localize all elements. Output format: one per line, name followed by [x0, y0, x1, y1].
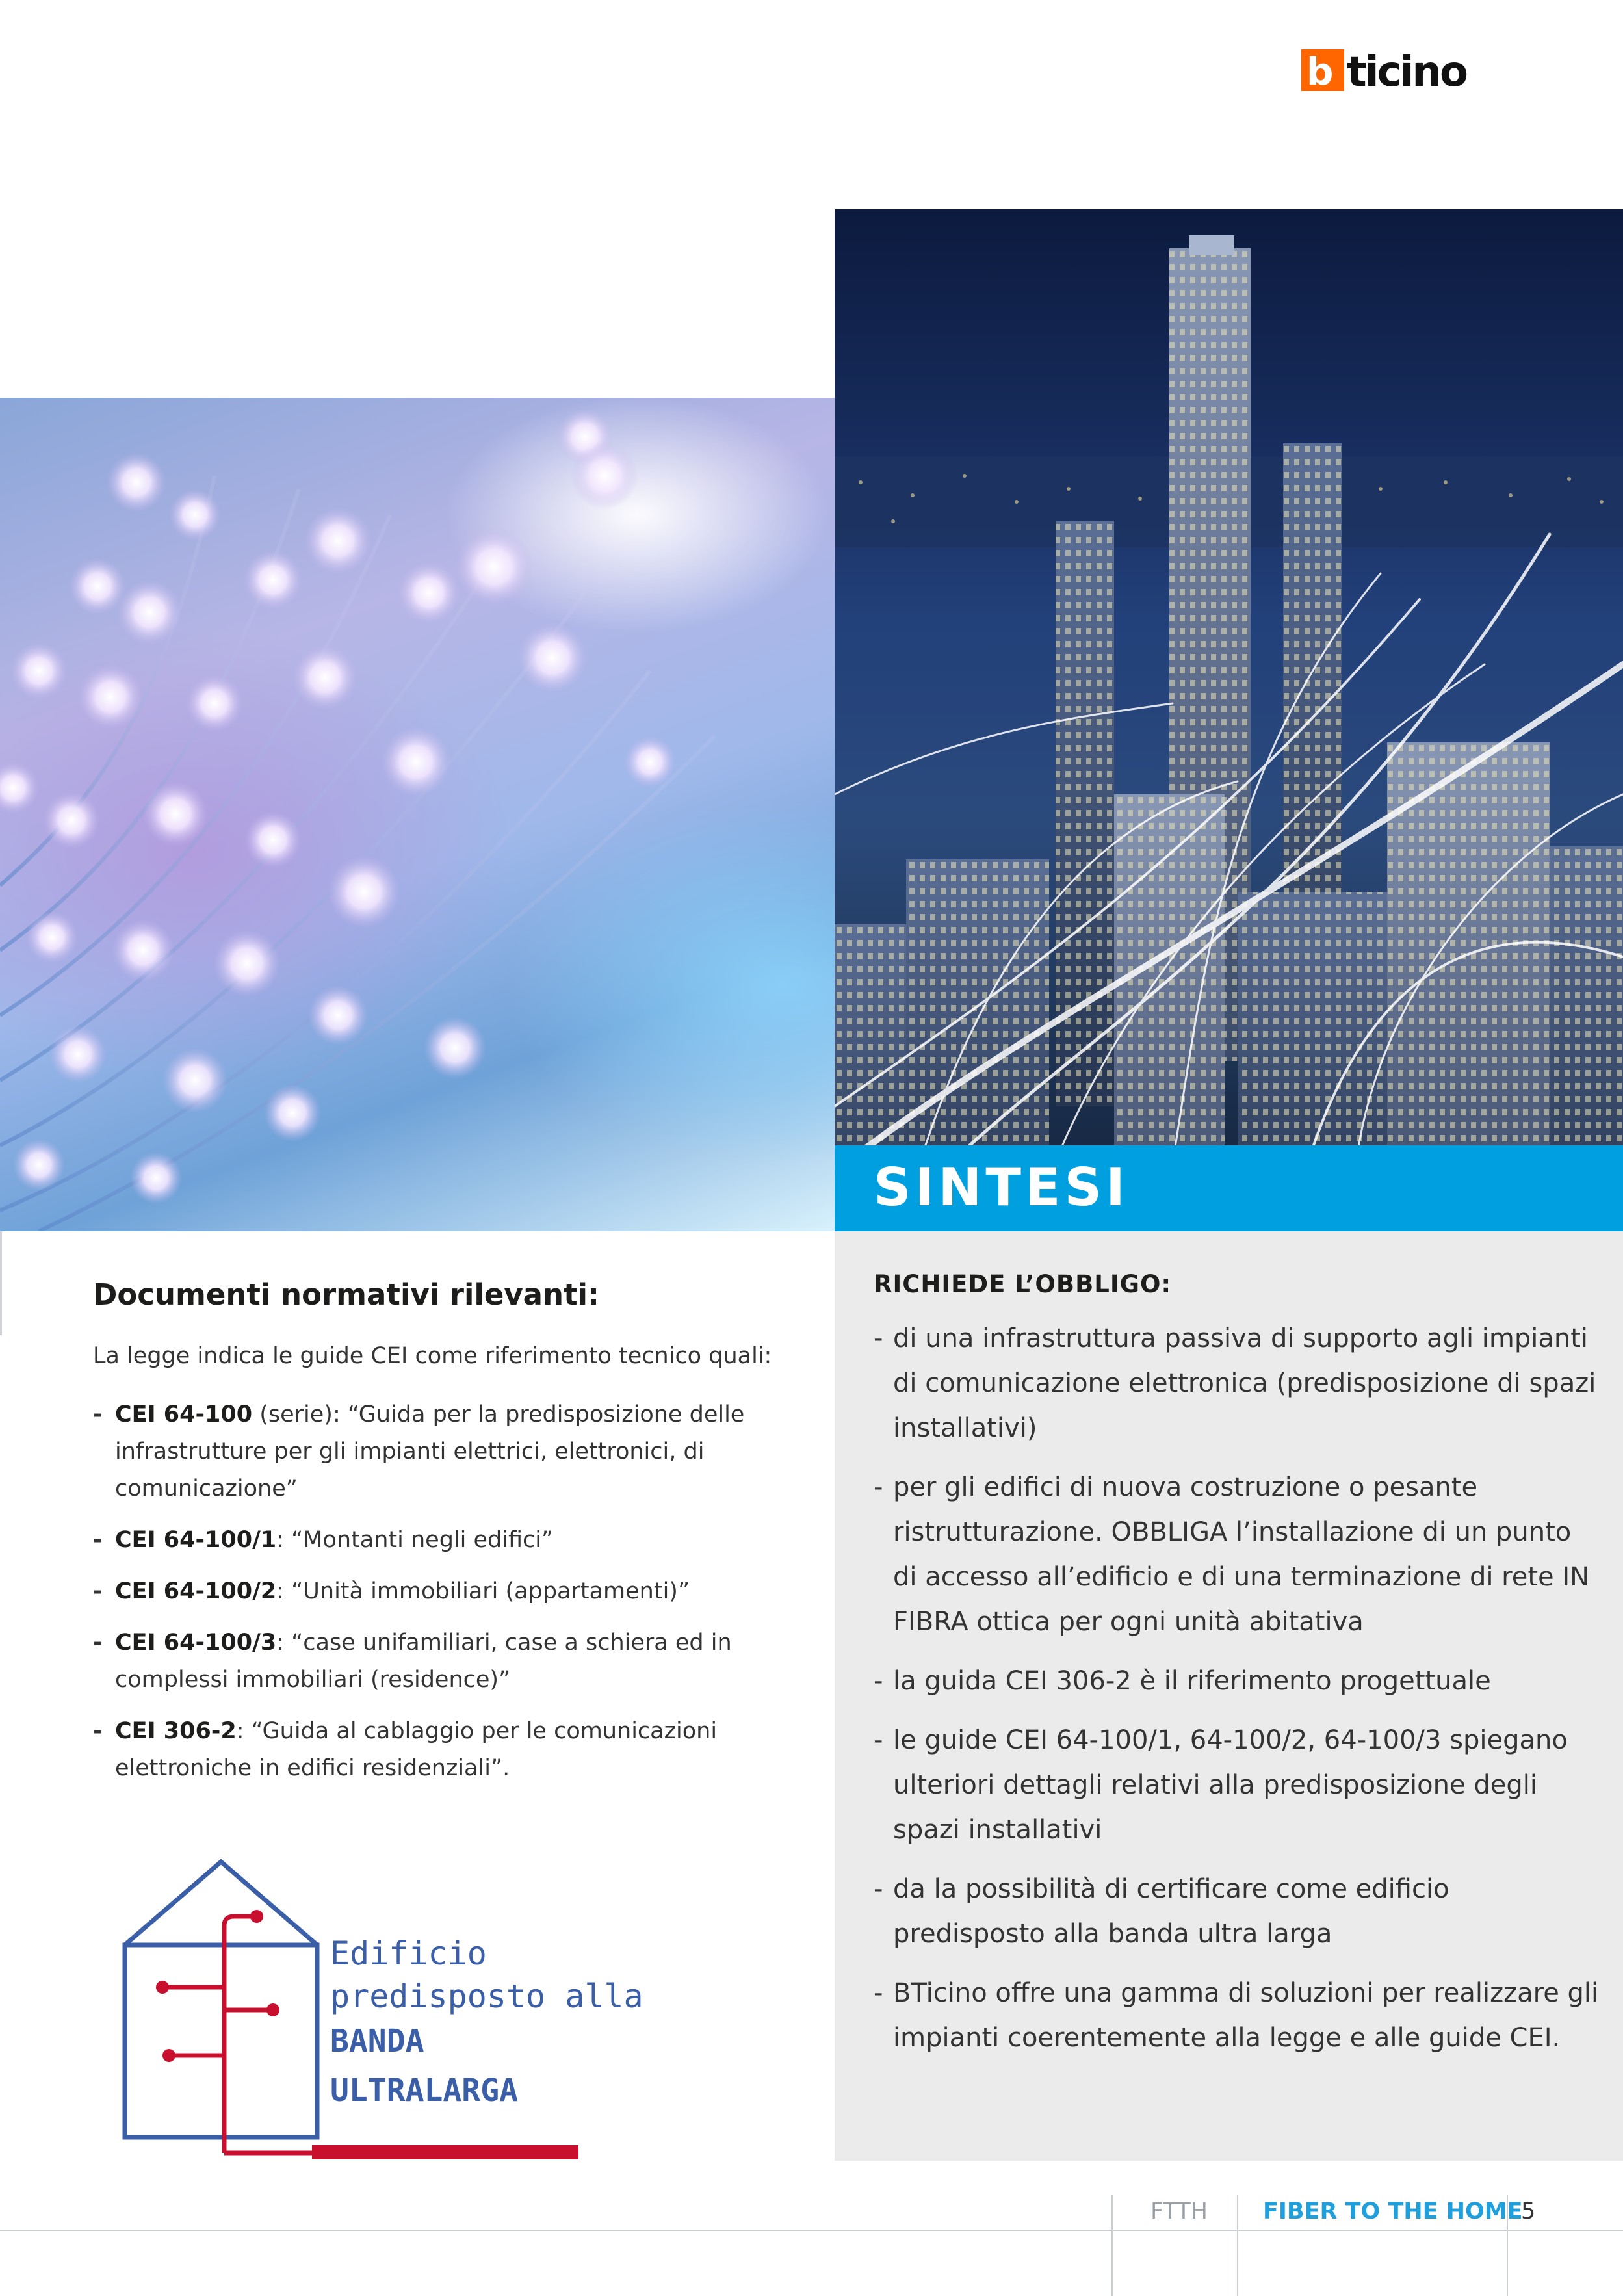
obligation-text: di una infrastruttura passiva di supporto agli impianti di comunicazione elettronica (predisposizione di spazi installativi) [893, 1324, 1596, 1443]
obligation-list [874, 1316, 1602, 2061]
list-item: - le guide CEI 64-100/1, 64-100/2, 64-100/3 spiegano ulteriori dettagli relativi alla predisposizione degli spazi installativi [874, 1725, 1568, 1845]
bticino-logo [1301, 46, 1511, 95]
page-number: 5 [1521, 2198, 1536, 2224]
doc-text: : “Guida al cablaggio per le comunicazioni elettroniche in edifici residenziali”. [115, 1718, 718, 1781]
sintesi-banner [835, 1145, 1623, 1231]
list-item: - CEI 64-100/2: “Unità immobiliari (appartamenti)” [93, 1578, 690, 1604]
sintesi-title: SINTESI [874, 1157, 1129, 1218]
obligation-text: da la possibilità di certificare come edificio predisposto alla banda ultra larga [893, 1874, 1449, 1949]
banda-ultralarga-badge [117, 1854, 689, 2166]
list-item: - CEI 64-100 (serie): “Guida per la predisposizione delle infrastrutture per gli impianti elettrici, elettronici, di comunicazione” [93, 1402, 745, 1502]
obligation-text: le guide CEI 64-100/1, 64-100/2, 64-100/3 spiegano ulteriori dettagli relativi alla predisposizione degli spazi installativi [893, 1725, 1568, 1845]
doc-code: CEI 306-2 [115, 1718, 237, 1744]
fiber-optic-photo [0, 398, 835, 1231]
svg-text:b: b [1306, 49, 1334, 94]
list-item: - per gli edifici di nuova costruzione o pesante ristrutturazione. OBBLIGA l’installazione di un punto di accesso all’edificio e di una terminazione di rete IN FIBRA ottica per ogni unità abitativa [874, 1472, 1590, 1637]
footer-fiber-to-the-home: FIBER TO THE HOME [1263, 2198, 1523, 2224]
doc-code: CEI 64-100/2 [115, 1578, 277, 1604]
obligation-text: BTicino offre una gamma di soluzioni per realizzare gli impianti coerentemente alla legge e alle guide CEI. [893, 1978, 1599, 2053]
documents-intro: La legge indica le guide CEI come riferimento tecnico quali: [93, 1343, 772, 1369]
smart-city-photo [835, 209, 1623, 1231]
doc-code: CEI 64-100/3 [115, 1630, 277, 1656]
documents-list [93, 1396, 814, 1787]
footer-rule [0, 2230, 1623, 2231]
badge-line-4: ULTRALARGA [330, 2072, 518, 2109]
badge-line-2: predisposto alla [330, 1977, 643, 2015]
sintesi-panel [835, 1231, 1623, 2161]
list-item: - la guida CEI 306-2 è il riferimento progettuale [874, 1666, 1491, 1696]
svg-text:ticino: ticino [1347, 48, 1466, 95]
list-item: - da la possibilità di certificare come edificio predisposto alla banda ultra larga [874, 1874, 1449, 1949]
documents-title: Documenti normativi rilevanti: [93, 1277, 600, 1312]
list-item: - BTicino offre una gamma di soluzioni per realizzare gli impianti coerentemente alla legge e alle guide CEI. [874, 1978, 1599, 2053]
doc-text: : “Unità immobiliari (appartamenti)” [276, 1578, 690, 1604]
doc-code: CEI 64-100 [115, 1402, 253, 1428]
obligation-heading: RICHIEDE L’OBBLIGO: [874, 1270, 1172, 1298]
obligation-text: la guida CEI 306-2 è il riferimento progettuale [893, 1666, 1491, 1696]
doc-code: CEI 64-100/1 [115, 1527, 277, 1553]
sintesi-content [874, 1270, 1602, 2075]
doc-text: : “case unifamiliari, case a schiera ed in complessi immobiliari (residence)” [115, 1630, 732, 1693]
list-item: - CEI 306-2: “Guida al cablaggio per le comunicazioni elettroniche in edifici residenziali”. [93, 1718, 718, 1781]
left-margin-rule [0, 1231, 2, 1335]
footer-separator [1237, 2195, 1238, 2296]
footer-ftth: FTTH [1150, 2198, 1208, 2224]
badge-line-3: BANDA [330, 2023, 424, 2059]
left-column [93, 1277, 814, 1801]
list-item: - di una infrastruttura passiva di supporto agli impianti di comunicazione elettronica (predisposizione di spazi installativi) [874, 1324, 1596, 1443]
footer-separator [1111, 2195, 1113, 2296]
badge-line-1: Edificio [330, 1935, 487, 1972]
list-item: - CEI 64-100/3: “case unifamiliari, case a schiera ed in complessi immobiliari (residence)” [93, 1630, 732, 1693]
doc-text: (serie): “Guida per la predisposizione delle infrastrutture per gli impianti elettrici, elettronici, di comunicazione” [115, 1402, 745, 1502]
doc-text: : “Montanti negli edifici” [276, 1527, 554, 1553]
list-item: - CEI 64-100/1: “Montanti negli edifici” [93, 1527, 554, 1553]
obligation-text: per gli edifici di nuova costruzione o pesante ristrutturazione. OBBLIGA l’installazione di un punto di accesso all’edificio e di una terminazione di rete IN FIBRA ottica per ogni unità abitativa [893, 1472, 1590, 1637]
